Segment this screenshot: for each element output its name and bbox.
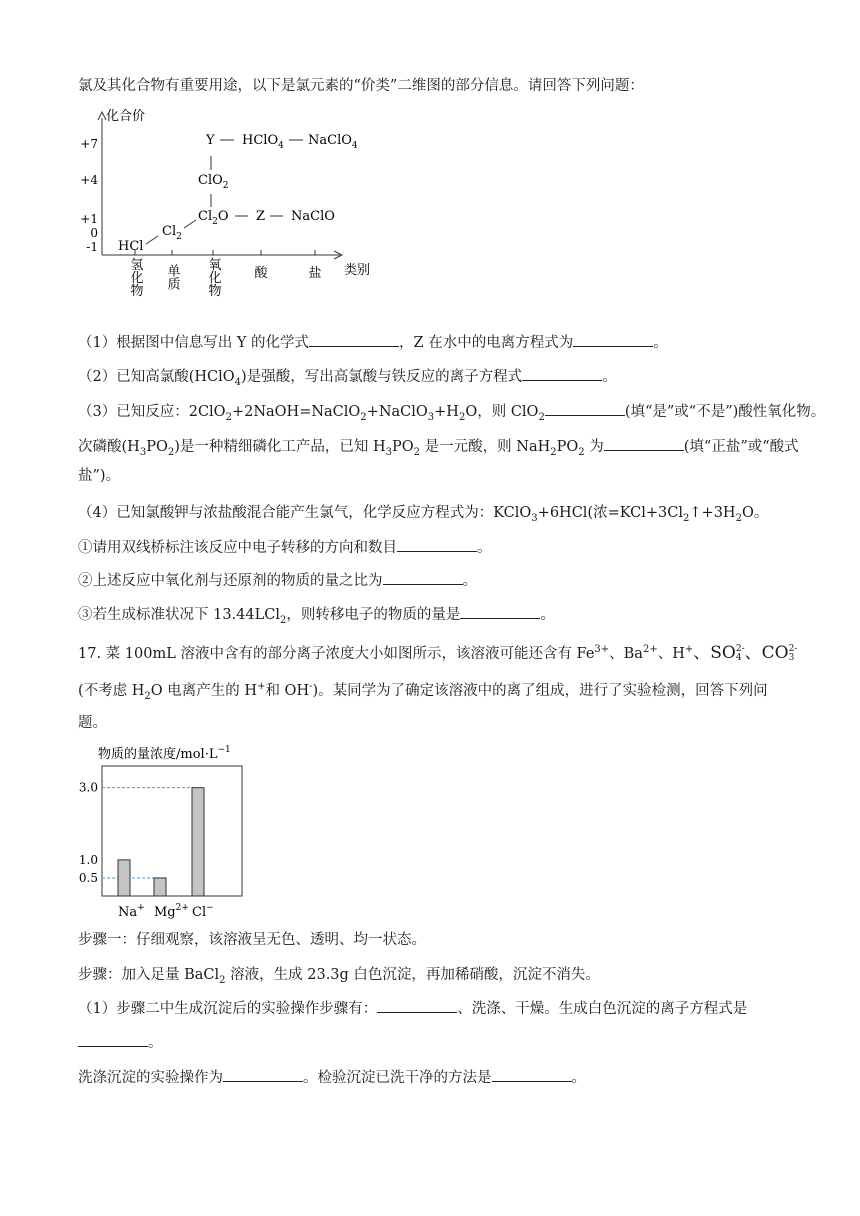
x-category-element: 单质 — [164, 264, 180, 290]
bar-na — [118, 860, 130, 896]
answer-blank[interactable] — [397, 537, 477, 552]
question-3-line-1: （3）已知反应：$2ClO_2+2NaOH=NaClO_2+NaClO_3+H_2O$，则 ClO$_2$ (填“是”或“不是”)酸性氧化物。 — [78, 401, 788, 422]
species-cl2o: $Cl_2O$ — [198, 209, 229, 227]
ion-concentration-chart — [78, 740, 268, 920]
answer-blank[interactable] — [377, 998, 457, 1013]
species-z: Z — [256, 209, 266, 224]
question-4-sub-1: ①请用双线桥标注该反应中电子转移的方向和数目 。 — [78, 537, 788, 558]
question-1: （1）根据图中信息写出 Y 的化学式 ，Z 在水中的电离方程式为 。 — [78, 332, 788, 353]
answer-blank[interactable] — [573, 332, 653, 347]
y-tick-label: 0.5 — [78, 870, 98, 885]
species-hclo4: HClO$_4$ — [242, 133, 284, 151]
x-category-salt: 盐 — [308, 266, 322, 281]
x-axis-label: 类别 — [344, 263, 371, 278]
y-tick-label: 0 — [90, 226, 98, 240]
answer-blank[interactable] — [522, 366, 602, 381]
valence-category-diagram — [78, 104, 378, 320]
question-4-sub-3: ③若生成标准状况下 13.44LCl$_2$，则转移电子的物质的量是 。 — [78, 604, 788, 625]
question-3-line-3: 盐”)。 — [78, 468, 121, 484]
y-tick-label: +1 — [80, 212, 98, 226]
step-1: 步骤一：仔细观察，该溶液呈无色、透明、均一状态。 — [78, 932, 426, 948]
species-naclo4: NaClO$_4$ — [308, 133, 358, 151]
answer-blank[interactable] — [492, 1067, 572, 1082]
species-naclo: NaClO — [291, 209, 335, 224]
y-tick-label: 3.0 — [78, 780, 98, 795]
category-label: Na+ — [118, 903, 145, 920]
step-question-2: 洗涤沉淀的实验操作为 。检验沉淀已洗干净的方法是 。 — [78, 1067, 788, 1088]
y-tick-label: -1 — [86, 240, 98, 254]
y-tick-label: 1.0 — [78, 852, 98, 867]
bar-mg — [154, 878, 166, 896]
species-clo2: ClO$_2$ — [198, 173, 229, 191]
y-tick-label: +4 — [80, 173, 98, 187]
species-cl2: $Cl_2$ — [162, 224, 182, 242]
y-tick-labels — [80, 137, 98, 254]
question-17-line-1: 17. 菜 100mL 溶液中含有的部分离子浓度大小如图所示，该溶液可能还含有 $Fe^{3+}$、$Ba^{2+}$、H+、SO2- 4 、CO2- 3 — [78, 643, 798, 663]
species-hcl: HCl — [118, 239, 144, 254]
step-question-1: （1）步骤二中生成沉淀后的实验操作步骤有： 、洗涤、干燥。生成白色沉淀的离子方程式是 — [78, 998, 788, 1019]
x-category-hydride: 氢化物 — [127, 257, 143, 297]
species-y: Y — [206, 133, 215, 148]
species-labels — [118, 133, 358, 254]
answer-blank[interactable] — [460, 604, 540, 619]
step-question-1-cont: 。 — [78, 1032, 788, 1053]
question-17-line-3: 题。 — [78, 715, 107, 731]
y-tick-label: +7 — [80, 137, 98, 151]
question-4-sub-2: ②上述反应中氧化剂与还原剂的物质的量之比为 。 — [78, 570, 788, 591]
answer-blank[interactable] — [309, 332, 399, 347]
question-3-line-2: 次磷酸$(H_3PO_2)$是一种精细磷化工产品，已知 $H_3PO_2$ 是一元酸，则 $NaH_2PO_2$ 为 (填“正盐”或“酸式 — [78, 436, 788, 457]
step-2: 步骤：加入足量 BaCl$_2$ 溶液，生成 23.3g 白色沉淀，再加稀硝酸，沉淀不消失。 — [78, 967, 600, 986]
x-tick-marks — [135, 250, 315, 255]
x-category-labels — [128, 258, 322, 298]
category-label: Cl− — [192, 903, 214, 920]
intro-text — [78, 76, 788, 96]
category-label: $Mg^{2+}$ — [154, 903, 189, 920]
question-2: （2）已知高氯酸(HClO$_4$)是强酸，写出高氯酸与铁反应的离子方程式 。 — [78, 366, 788, 387]
y-axis-label: 化合价 — [106, 109, 146, 124]
x-category-oxide: 氧化物 — [205, 257, 221, 297]
intro-sentence: 氯及其化合物有重要用途，以下是氯元素的“价类”二维图的部分信息。请回答下列问题： — [78, 78, 644, 94]
chart-ylabel: 物质的量浓度$/mol\cdot L^{-1}$ — [98, 745, 231, 762]
bar-cl — [192, 788, 204, 896]
answer-blank[interactable] — [604, 436, 684, 451]
answer-blank[interactable] — [223, 1067, 303, 1082]
answer-blank[interactable] — [545, 401, 625, 416]
question-17-line-2: (不考虑 $H_2O$ 电离产生的 H+和 OH-)。某同学为了确定该溶液中的离了组成，进行了实验检测，回答下列问 — [78, 681, 768, 702]
answer-blank[interactable] — [78, 1032, 148, 1047]
answer-blank[interactable] — [383, 570, 463, 585]
question-4-line-1: （4）已知氯酸钾与浓盐酸混合能产生氯气，化学反应方程式为：KClO$_3$+6HCl(浓$=KCl+3Cl_2↑+3H_2O$。 — [78, 505, 769, 524]
x-category-acid: 酸 — [254, 266, 268, 281]
